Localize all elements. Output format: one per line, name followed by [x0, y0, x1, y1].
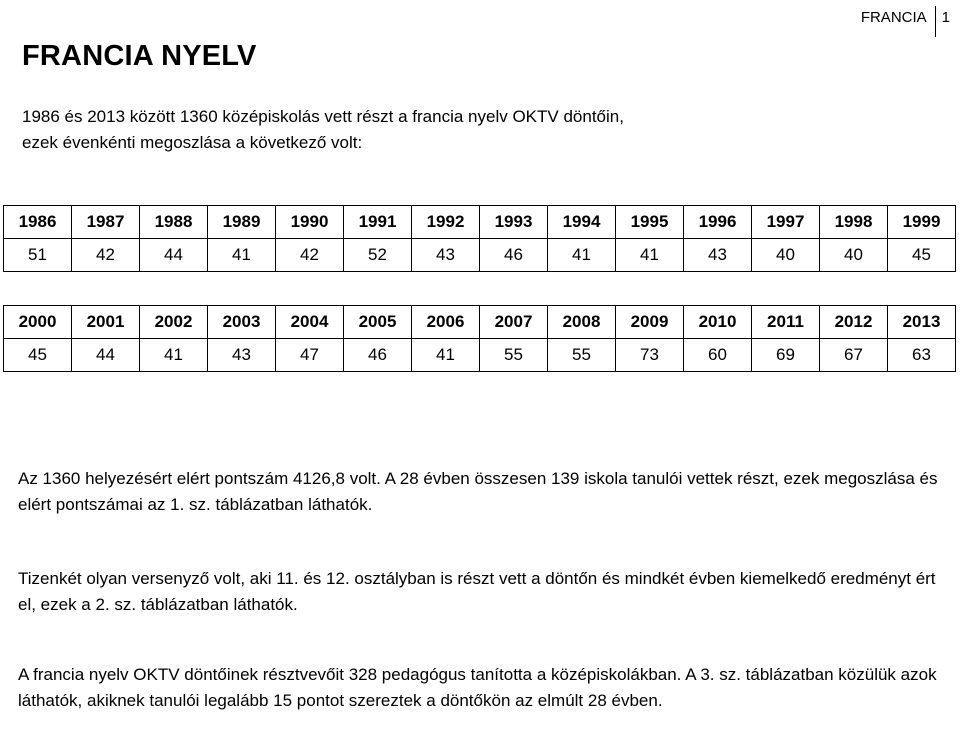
- count-cell: 41: [412, 339, 480, 372]
- participants-table-2000-2013: [3, 305, 956, 372]
- participants-table-1986-1999: [3, 205, 956, 272]
- count-cell: 67: [820, 339, 888, 372]
- year-cell: 2006: [412, 306, 480, 339]
- count-row: [4, 339, 956, 372]
- intro-line-2: ezek évenkénti megoszlása a következő volt:: [22, 133, 363, 152]
- year-cell: 2009: [616, 306, 684, 339]
- year-cell: 1987: [72, 206, 140, 239]
- count-cell: 63: [888, 339, 956, 372]
- year-cell: 1995: [616, 206, 684, 239]
- year-cell: 1991: [344, 206, 412, 239]
- count-cell: 42: [72, 239, 140, 272]
- year-cell: 1989: [208, 206, 276, 239]
- paragraph-teachers: A francia nyelv OKTV döntőinek résztvevőit 328 pedagógus tanította a középiskolákban. A 3. sz. táblázatban közülük azok láthatók, akiknek tanulói legalább 15 pontot szereztek a döntőkön az elmúlt 28 évben.: [18, 665, 937, 710]
- year-cell: 2010: [684, 306, 752, 339]
- count-cell: 42: [276, 239, 344, 272]
- count-cell: 41: [208, 239, 276, 272]
- year-cell: 1998: [820, 206, 888, 239]
- page-number: 1: [935, 6, 950, 37]
- paragraph-total-score: Az 1360 helyezésért elért pontszám 4126,8 volt. A 28 évben összesen 139 iskola tanulói vettek részt, ezek megoszlása és elért pontszámai az 1. sz. táblázatban láthatók.: [18, 469, 938, 514]
- year-cell: 1996: [684, 206, 752, 239]
- count-cell: 43: [208, 339, 276, 372]
- year-cell: 2005: [344, 306, 412, 339]
- count-cell: 55: [480, 339, 548, 372]
- count-cell: 55: [548, 339, 616, 372]
- count-cell: 52: [344, 239, 412, 272]
- year-cell: 2002: [140, 306, 208, 339]
- year-cell: 2013: [888, 306, 956, 339]
- count-cell: 41: [140, 339, 208, 372]
- count-cell: 51: [4, 239, 72, 272]
- intro-line-1: 1986 és 2013 között 1360 középiskolás vett részt a francia nyelv OKTV döntőin,: [22, 107, 624, 126]
- count-cell: 44: [140, 239, 208, 272]
- year-cell: 1988: [140, 206, 208, 239]
- count-cell: 69: [752, 339, 820, 372]
- year-cell: 2004: [276, 306, 344, 339]
- count-cell: 45: [4, 339, 72, 372]
- year-cell: 1990: [276, 206, 344, 239]
- count-cell: 43: [684, 239, 752, 272]
- count-cell: 45: [888, 239, 956, 272]
- count-cell: 73: [616, 339, 684, 372]
- count-cell: 43: [412, 239, 480, 272]
- year-cell: 2011: [752, 306, 820, 339]
- count-cell: 47: [276, 339, 344, 372]
- year-row: [4, 206, 956, 239]
- year-cell: 2003: [208, 306, 276, 339]
- count-cell: 60: [684, 339, 752, 372]
- year-cell: 2000: [4, 306, 72, 339]
- count-cell: 41: [616, 239, 684, 272]
- year-cell: 1999: [888, 206, 956, 239]
- year-cell: 1986: [4, 206, 72, 239]
- header-label: FRANCIA: [860, 9, 927, 26]
- year-cell: 2007: [480, 306, 548, 339]
- count-cell: 44: [72, 339, 140, 372]
- count-cell: 40: [820, 239, 888, 272]
- page-header: [861, 6, 950, 37]
- count-row: [4, 239, 956, 272]
- count-cell: 46: [480, 239, 548, 272]
- year-cell: 1994: [548, 206, 616, 239]
- year-cell: 2012: [820, 306, 888, 339]
- page-title: FRANCIA NYELV: [22, 40, 257, 72]
- count-cell: 46: [344, 339, 412, 372]
- count-cell: 40: [752, 239, 820, 272]
- intro-text: [22, 104, 922, 156]
- year-cell: 1992: [412, 206, 480, 239]
- year-cell: 2008: [548, 306, 616, 339]
- year-cell: 1993: [480, 206, 548, 239]
- year-row: [4, 306, 956, 339]
- year-cell: 1997: [752, 206, 820, 239]
- paragraph-twelve-competitors: Tizenkét olyan versenyző volt, aki 11. és 12. osztályban is részt vett a döntőn és mindkét évben kiemelkedő eredményt ért el, ezek a 2. sz. táblázatban láthatók.: [18, 569, 936, 614]
- year-cell: 2001: [72, 306, 140, 339]
- count-cell: 41: [548, 239, 616, 272]
